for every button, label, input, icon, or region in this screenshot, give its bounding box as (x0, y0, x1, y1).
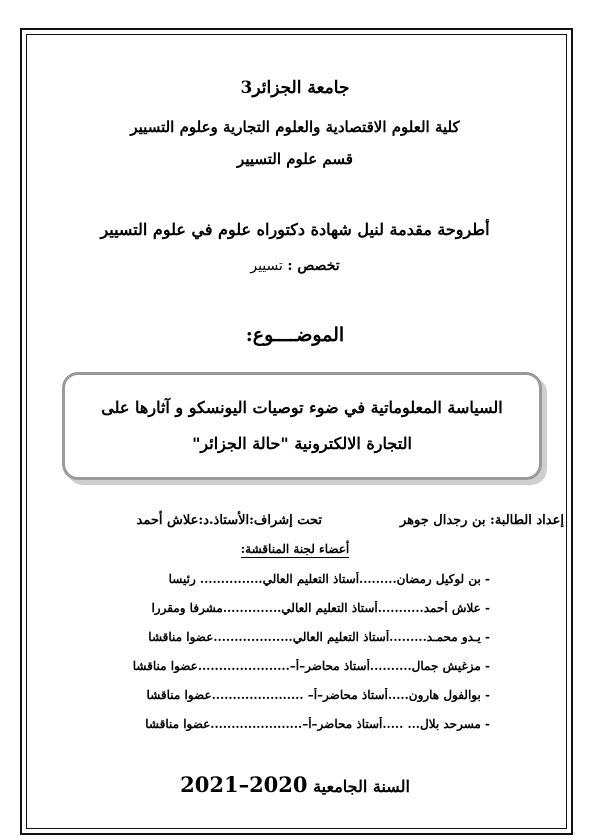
committee-member: - مسرحد بلال... .....أستاذ محاضر–أ–......................عضوا مناقشا (145, 717, 490, 731)
academic-year-value: 2020–2021 (180, 772, 308, 797)
topic-text (70, 390, 534, 462)
committee-member: - مزغيش جمال..........أستاذ محاضر–أ–......................عضوا مناقشا (132, 659, 490, 673)
committee-member: - يـدو محمـد.........أستاذ التعليم العالي...................عضوا مناقشا (148, 630, 490, 644)
committee-member: - بن لوكيل رمضان.........أستاذ التعليم العالي............... رئيسا (168, 572, 490, 586)
topic-label: الموضــــوع: (245, 324, 345, 346)
academic-year-label: السنة الجامعية (313, 777, 410, 796)
thesis-title: أطروحة مقدمة لنيل شهادة دكتوراه علوم في علوم التسيير (100, 220, 490, 239)
specialization-label: تخصص : (287, 258, 340, 274)
topic-line-1: السياسة المعلوماتية في ضوء توصيات اليونسكو و آثارها على (101, 398, 503, 417)
department-name: قسم علوم التسيير (237, 150, 353, 168)
committee-title (0, 542, 590, 556)
specialization-value: تسيير (250, 258, 283, 274)
supervisor-name: تحت إشراف:الأستاذ.د:علاش أحمد (136, 513, 322, 528)
university-name: جامعة الجزائر3 (240, 78, 350, 98)
committee-member: - بوالفول هارون.....أستاذ محاضر–أ– ......................عضوا مناقشا (146, 688, 490, 702)
academic-year (0, 772, 590, 797)
topic-line-2: التجارة الالكترونية "حالة الجزائر" (192, 434, 412, 453)
committee-member: - علاش أحمد...........أستاذ التعليم العالي..............مشرفا ومقررا (151, 601, 490, 615)
student-name: إعداد الطالبة: بن رجدال جوهر (399, 513, 564, 528)
committee-title-text: أعضاء لجنة المناقشة: (240, 542, 350, 556)
faculty-name: كلية العلوم الاقتصادية والعلوم التجارية وعلوم التسيير (130, 118, 460, 136)
specialization (0, 258, 590, 274)
